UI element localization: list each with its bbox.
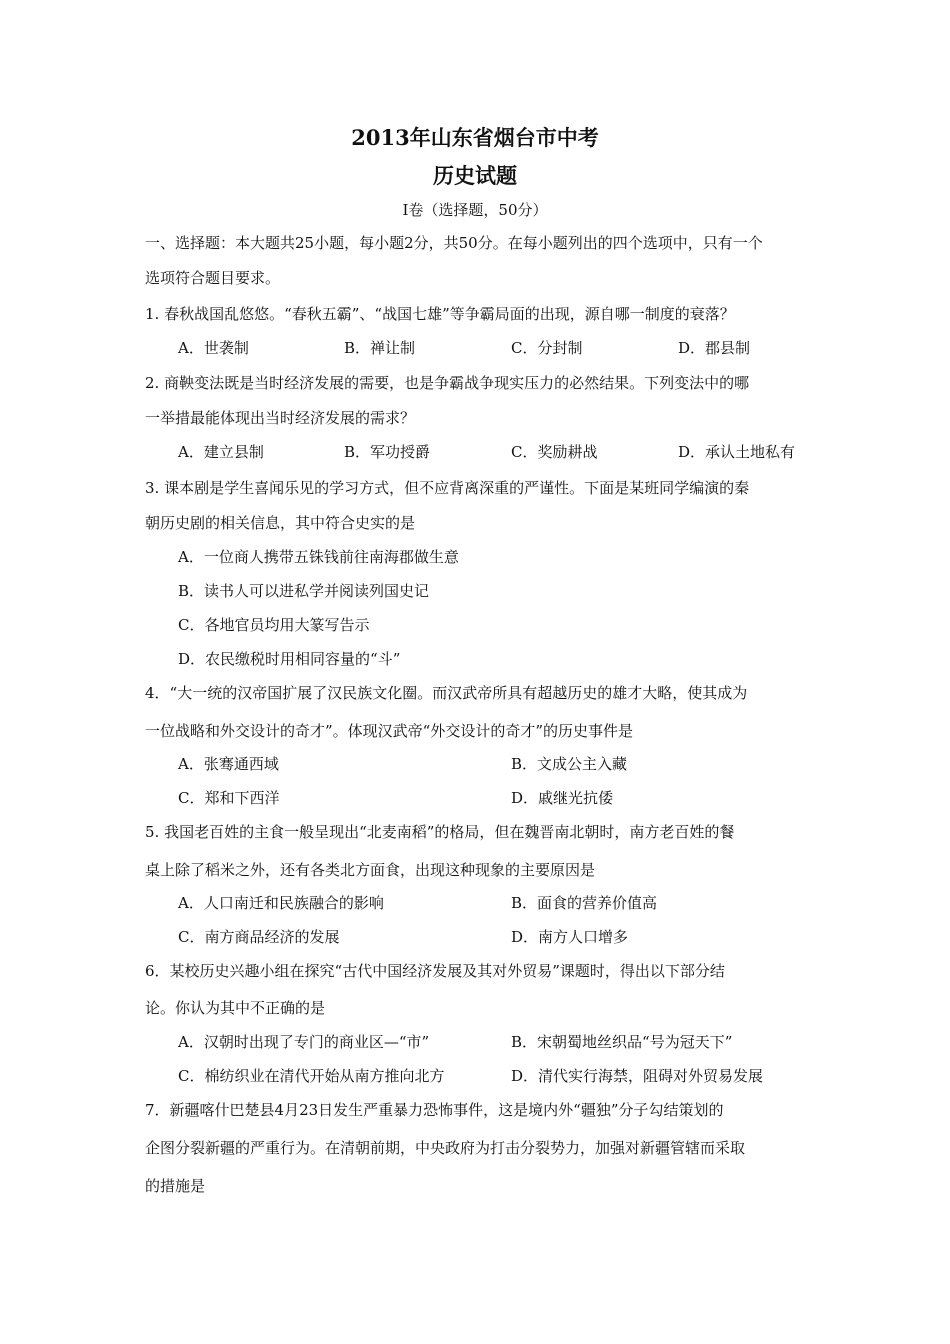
q3-option-c: C．各地官员均用大篆写告示 [178, 616, 370, 634]
q2-option-d: D．承认土地私有 [678, 443, 796, 461]
q4-option-d: D．戚继光抗倭 [511, 789, 614, 807]
q6-option-a: A．汉朝时出现了专门的商业区—“市” [178, 1033, 430, 1051]
question-7-stem: 企图分裂新疆的严重行为。在清朝前期，中央政府为打击分裂势力，加强对新疆管辖而采取 [145, 1139, 746, 1157]
question-2-stem: 2. 商鞅变法既是当时经济发展的需要，也是争霸战争现实压力的必然结果。下列变法中的哪 [145, 374, 750, 392]
q5-option-c: C．南方商品经济的发展 [178, 928, 340, 946]
question-7-stem: 的措施是 [145, 1177, 206, 1195]
q1-option-d: D．郡县制 [678, 339, 751, 357]
exam-subtitle: 历史试题 [433, 163, 517, 188]
q6-option-c: C．棉纺织业在清代开始从南方推向北方 [178, 1067, 445, 1085]
q5-option-d: D．南方人口增多 [511, 928, 629, 946]
q2-option-b: B．军功授爵 [344, 443, 431, 461]
question-2-stem: 一举措最能体现出当时经济发展的需求？ [145, 409, 416, 427]
q5-option-a: A．人口南迁和民族融合的影响 [178, 894, 384, 912]
section-heading: Ⅰ卷（选择题，50分） [402, 201, 548, 219]
exam-title: 2013年山东省烟台市中考 [351, 125, 599, 150]
instructions-line: 选项符合题目要求。 [145, 269, 281, 287]
question-7-stem: 7．新疆喀什巴楚县4月23日发生严重暴力恐怖事件，这是境内外“疆独”分子勾结策划的 [145, 1101, 724, 1119]
question-4-stem: 4．“大一统的汉帝国扩展了汉民族文化圈。而汉武帝所具有超越历史的雄才大略，使其成为 [145, 684, 748, 702]
q3-option-a: A．一位商人携带五铢钱前往南海郡做生意 [178, 548, 459, 566]
question-1-stem: 1. 春秋战国乱悠悠。“春秋五霸”、“战国七雄”等争霸局面的出现，源自哪一制度的衰落？ [145, 305, 735, 323]
q1-option-c: C．分封制 [511, 339, 583, 357]
question-4-stem: 一位战略和外交设计的奇才”。体现汉武帝“外交设计的奇才”的历史事件是 [145, 722, 634, 740]
q1-option-b: B．禅让制 [344, 339, 416, 357]
q5-option-b: B．面食的营养价值高 [511, 894, 658, 912]
question-3-stem: 朝历史剧的相关信息，其中符合史实的是 [145, 514, 416, 532]
instructions-line: 一、选择题：本大题共25小题，每小题2分，共50分。在每小题列出的四个选项中，只有一个 [145, 234, 763, 252]
q2-option-a: A．建立县制 [178, 443, 264, 461]
q3-option-b: B．读书人可以进私学并阅读列国史记 [178, 582, 430, 600]
q1-option-a: A．世袭制 [178, 339, 249, 357]
q3-option-d: D．农民缴税时用相同容量的“斗” [178, 650, 401, 668]
q6-option-d: D．清代实行海禁，阻碍对外贸易发展 [511, 1067, 764, 1085]
q4-option-b: B．文成公主入藏 [511, 755, 628, 773]
q6-option-b: B．宋朝蜀地丝织品“号为冠天下” [511, 1033, 733, 1051]
question-5-stem: 5. 我国老百姓的主食一般呈现出“北麦南稻”的格局，但在魏晋南北朝时，南方老百姓的餐 [145, 823, 735, 841]
question-6-stem: 6．某校历史兴趣小组在探究“古代中国经济发展及其对外贸易”课题时，得出以下部分结 [145, 962, 725, 980]
question-3-stem: 3. 课本剧是学生喜闻乐见的学习方式，但不应背离深重的严谨性。下面是某班同学编演的秦 [145, 479, 750, 497]
q2-option-c: C．奖励耕战 [511, 443, 598, 461]
question-6-stem: 论。你认为其中不正确的是 [145, 999, 326, 1017]
q4-option-a: A．张骞通西域 [178, 755, 279, 773]
q4-option-c: C．郑和下西洋 [178, 789, 280, 807]
question-5-stem: 桌上除了稻米之外，还有各类北方面食，出现这种现象的主要原因是 [145, 861, 596, 879]
